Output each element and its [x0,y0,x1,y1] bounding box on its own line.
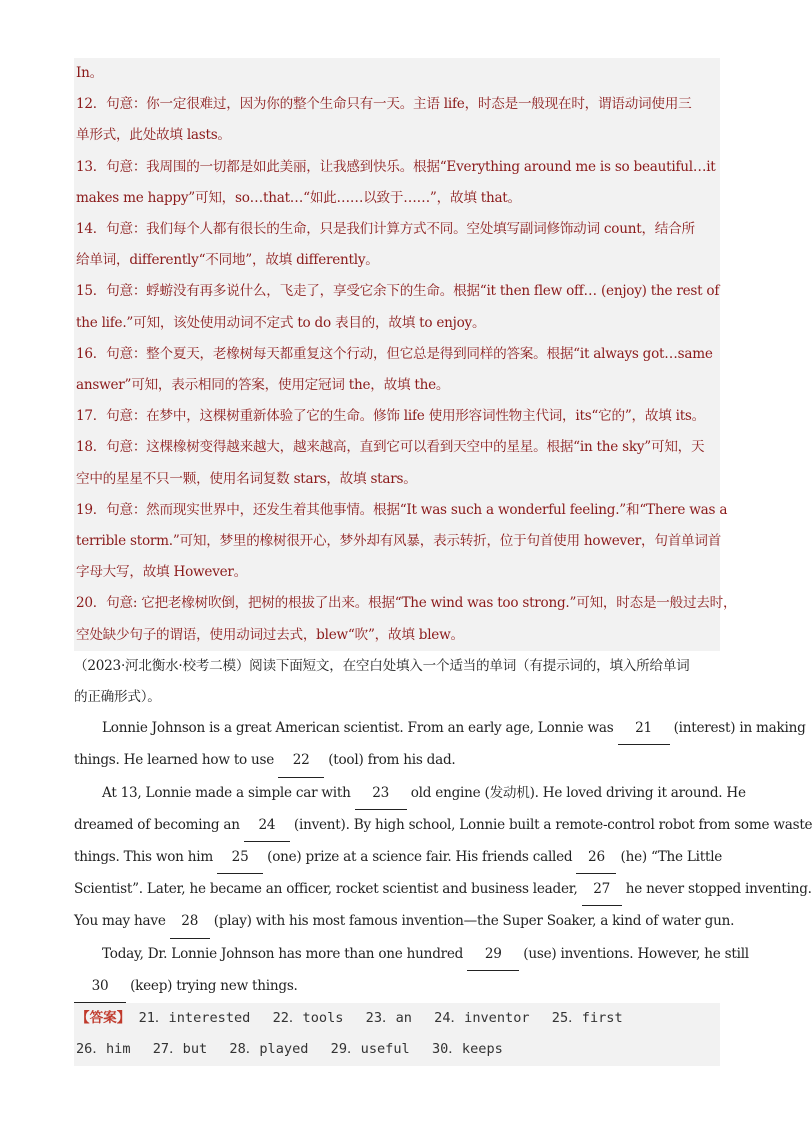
passage [74,713,812,1003]
passage-text: (tool) from his dad. [324,752,456,769]
explanation-line: In。 [76,65,103,81]
blank-25[interactable]: 25 [217,842,263,874]
passage-line [74,874,812,906]
passage-line [74,810,812,842]
explanation-line: the life.”可知，该处使用动词不定式 to do 表目的，故填 to enjoy。 [76,314,486,331]
answer-key-block [74,1003,720,1065]
answer-item: 23．an [365,1010,412,1027]
answer-item: 30．keeps [431,1041,503,1058]
passage-text: Today, Dr. Lonnie Johnson has more than one hundred [102,945,468,962]
answer-item: 29．useful [330,1041,410,1058]
passage-text: You may have [74,913,170,930]
answer-item: 28．played [229,1041,309,1058]
explanation-line: 14．句意：我们每个人都有很长的生命，只是我们计算方式不同。空处填写副词修饰动词 count，结合所 [76,221,695,238]
blank-24[interactable]: 24 [244,810,290,842]
explanation-line: 空处缺少句子的谓语，使用动词过去式，blew“吹”，故填 blew。 [76,626,464,643]
explanation-line: answer”可知，表示相同的答案，使用定冠词 the，故填 the。 [76,377,450,394]
passage-text: (interest) in making [669,720,806,737]
passage-line [74,778,746,810]
passage-line [74,939,749,971]
instruction-line: （2023·河北衡水·校考二模）阅读下面短文，在空白处填入一个适当的单词（有提示词的，填入所给单词 [74,657,690,674]
passage-line [74,842,723,874]
explanation-line: 13．句意：我周围的一切都是如此美丽，让我感到快乐。根据“Everything around me is so beautiful…it [76,158,716,175]
passage-text: dreamed of becoming an [74,816,244,833]
passage-text: (he) “The Little [616,849,723,866]
blank-28[interactable]: 28 [170,906,210,938]
explanation-line: 18．句意：这棵橡树变得越来越大，越来越高，直到它可以看到天空中的星星。根据“in the sky”可知，天 [76,439,705,456]
explanation-line: 空中的星星不只一颗，使用名词复数 stars，故填 stars。 [76,470,417,487]
answer-key-row [76,1034,718,1065]
explanation-line: 给单词，differently“不同地”，故填 differently。 [76,252,379,269]
passage-text: old engine (发动机). He loved driving it around. He [406,784,746,801]
passage-text: (one) prize at a science fair. His friends called [263,849,577,866]
passage-text: (invent). By high school, Lonnie built a remote-control robot from some waste [289,816,812,833]
passage-text: Scientist”. Later, he became an officer, rocket scientist and business leader, [74,881,582,898]
answer-item: 25．first [551,1010,623,1027]
blank-29[interactable]: 29 [467,939,519,971]
passage-line [74,971,720,1003]
explanation-line: 17．句意：在梦中，这棵树重新体验了它的生命。修饰 life 使用形容词性物主代词，its“它的”，故填 its。 [76,408,706,425]
passage-text: things. He learned how to use [74,752,279,769]
blank-27[interactable]: 27 [582,874,622,906]
explanation-line: 单形式，此处故填 lasts。 [76,127,231,144]
passage-line [74,745,720,777]
blank-21[interactable]: 21 [618,713,670,745]
passage-line [74,713,806,745]
passage-text: things. This won him [74,849,218,866]
explanation-block [74,58,737,651]
explanation-line: makes me happy”可知，so…that…“如此……以致于……”，故填 that。 [76,189,521,206]
document-page [74,58,812,1066]
explanation-line: 16．句意：整个夏天，老橡树每天都重复这个行动，但它总是得到同样的答案。根据“it always got…same [76,345,713,362]
explanation-line: 字母大写，故填 However。 [76,564,248,581]
explanation-line: 20．句意: 它把老橡树吹倒，把树的根拔了出来。根据“The wind was too strong.”可知，时态是一般过去时， [76,595,737,612]
blank-22[interactable]: 22 [278,745,324,777]
blank-30[interactable]: 30 [74,971,126,1003]
explanation-line: 15．句意：蜉蝣没有再多说什么，飞走了，享受它余下的生命。根据“it then flew off… (enjoy) the rest of [76,283,720,300]
answer-item: 24．inventor [434,1010,530,1027]
answer-item: 22．tools [272,1010,344,1027]
passage-line [74,906,735,938]
passage-text: Lonnie Johnson is a great American scientist. From an early age, Lonnie was [102,720,618,737]
instruction-line: 的正确形式）。 [74,689,161,706]
explanation-line: 12．句意：你一定很难过，因为你的整个生命只有一天。主语 life，时态是一般现在时，谓语动词使用三 [76,96,692,113]
answer-item: 26．him [76,1041,131,1058]
blank-26[interactable]: 26 [576,842,616,874]
passage-text: (keep) trying new things. [126,977,298,994]
explanation-line: 19．句意：然而现实世界中，还发生着其他事情。根据“It was such a wonderful feeling.”和“There was a [76,501,728,518]
answer-tag: 【答案】 [76,1010,131,1027]
answer-item: 21．interested [138,1010,251,1027]
blank-23[interactable]: 23 [355,778,407,810]
passage-text: he never stopped inventing. [621,881,812,898]
answer-item: 27．but [152,1041,208,1058]
explanation-line: terrible storm.”可知，梦里的橡树很开心，梦外却有风暴，表示转折，位于句首使用 however，句首单词首 [76,533,722,550]
passage-text: At 13, Lonnie made a simple car with [102,784,355,801]
answer-key-row [76,1003,718,1034]
passage-text: (use) inventions. However, he still [519,945,749,962]
passage-text: (play) with his most famous invention—the Super Soaker, a kind of water gun. [209,913,735,930]
